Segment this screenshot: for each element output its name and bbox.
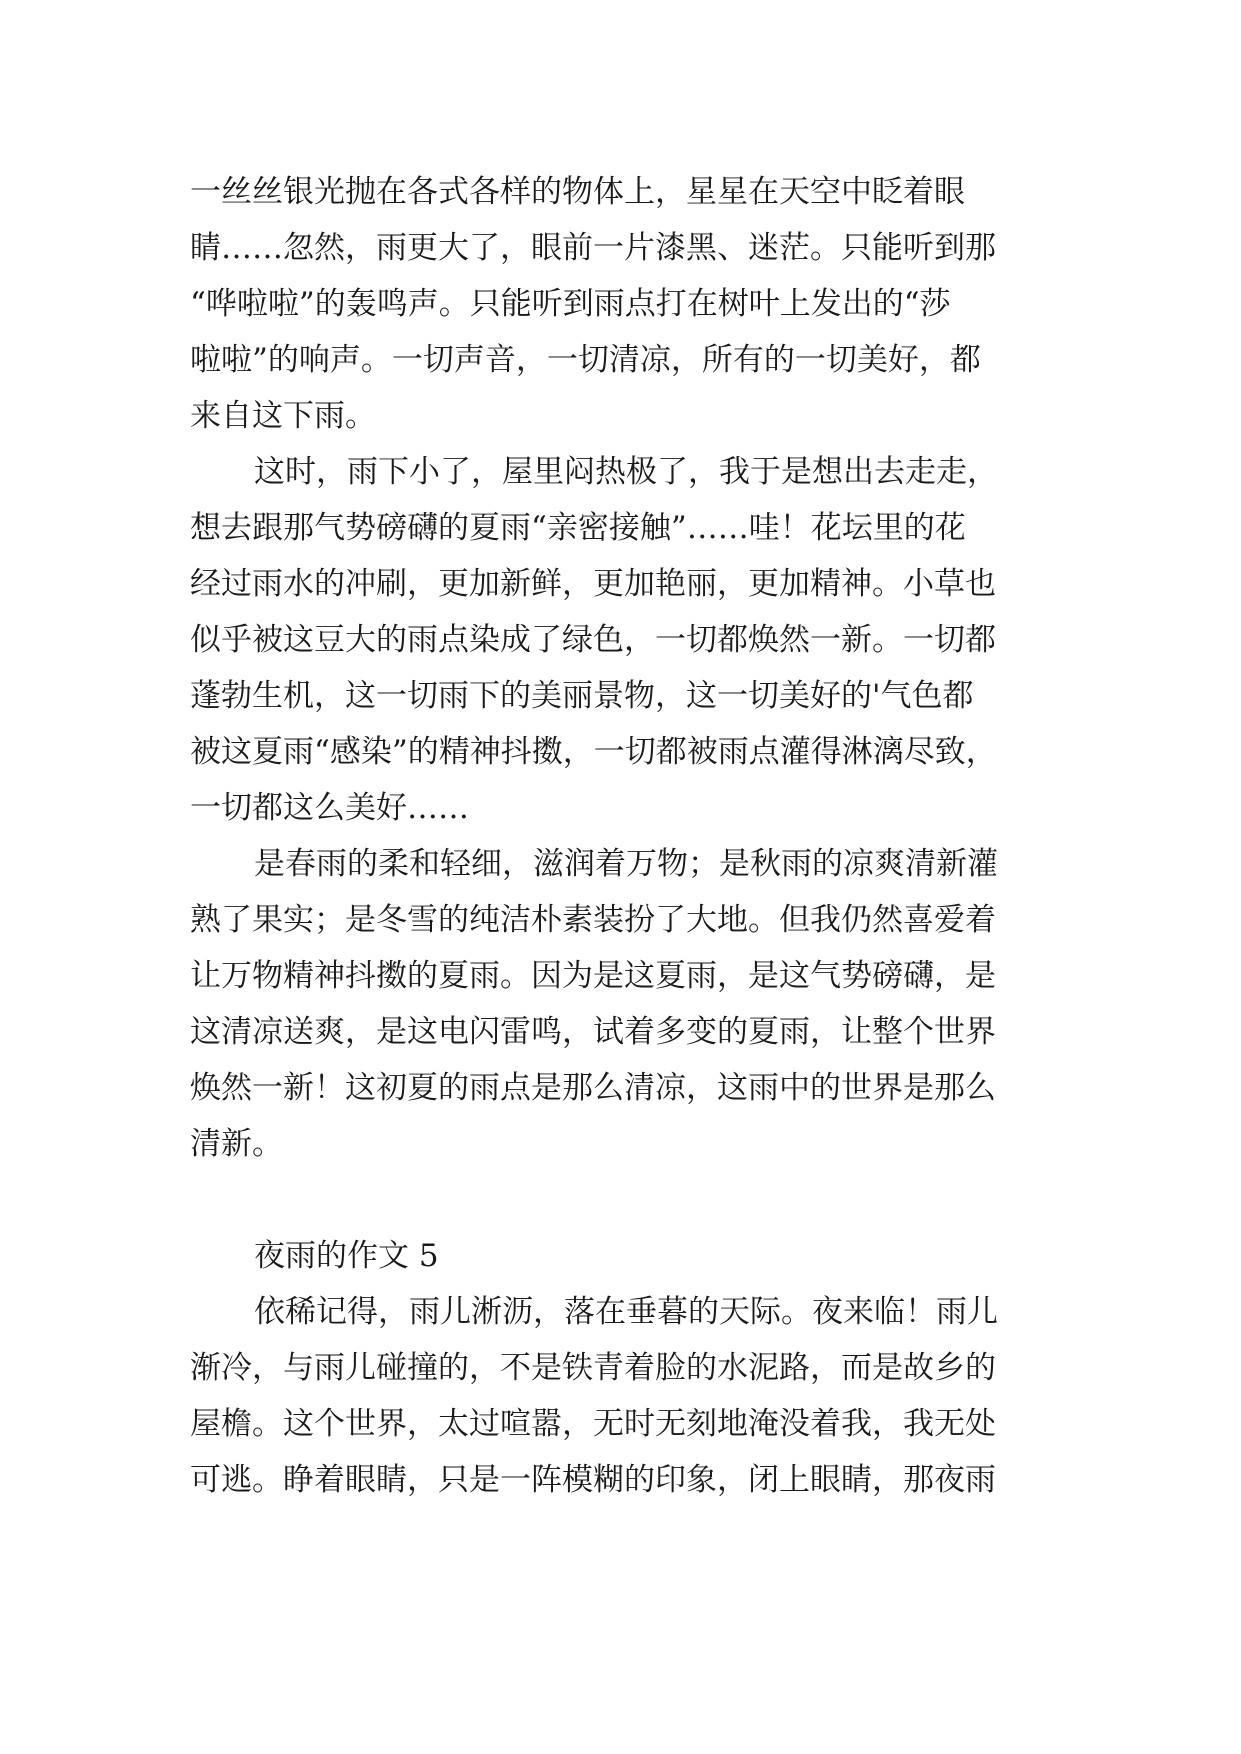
section-paragraph: 依稀记得，雨儿淅沥，落在垂暮的天际。夜来临！雨儿 渐冷，与雨儿碰撞的，不是铁青着脸的水泥路，而是故乡的 屋檐。这个世界，太过喧嚣，无时无刻地淹没着我，我无处 可逃。睁着眼睛，只是一阵模糊的印象，闭上眼睛，那夜雨 <box>190 1294 998 1498</box>
section-title: 夜雨的作文 5 <box>254 1238 439 1274</box>
document-page <box>190 164 1058 1508</box>
paragraph-2: 这时，雨下小了，屋里闷热极了，我于是想出去走走， 想去跟那气势磅礴的夏雨“亲密接触”……哇！花坛里的花 经过雨水的冲刷，更加新鲜，更加艳丽，更加精神。小草也 似乎被这豆大的雨点染成了绿色，一切都焕然一新。一切都 蓬勃生机，这一切雨下的美丽景物，这一切美好的'气色都 被这夏雨“感染”的精神抖擞，一切都被雨点灌得淋漓尽致， 一切都这么美好…… <box>190 454 998 826</box>
paragraph-1: 一丝丝银光抛在各式各样的物体上，星星在天空中眨着眼 睛……忽然，雨更大了，眼前一片漆黑、迷茫。只能听到那 “哗啦啦”的轰鸣声。只能听到雨点打在树叶上发出的“莎 啦啦”的响声。一切声音，一切清凉，所有的一切美好，都 来自这下雨。 <box>190 174 996 434</box>
paragraph-3: 是春雨的柔和轻细，滋润着万物；是秋雨的凉爽清新灌 熟了果实；是冬雪的纯洁朴素装扮了大地。但我仍然喜爱着 让万物精神抖擞的夏雨。因为是这夏雨，是这气势磅礴，是 这清凉送爽，是这电闪雷鸣，试着多变的夏雨，让整个世界 焕然一新！这初夏的雨点是那么清凉，这雨中的世界是那么 清新。 <box>190 846 998 1162</box>
